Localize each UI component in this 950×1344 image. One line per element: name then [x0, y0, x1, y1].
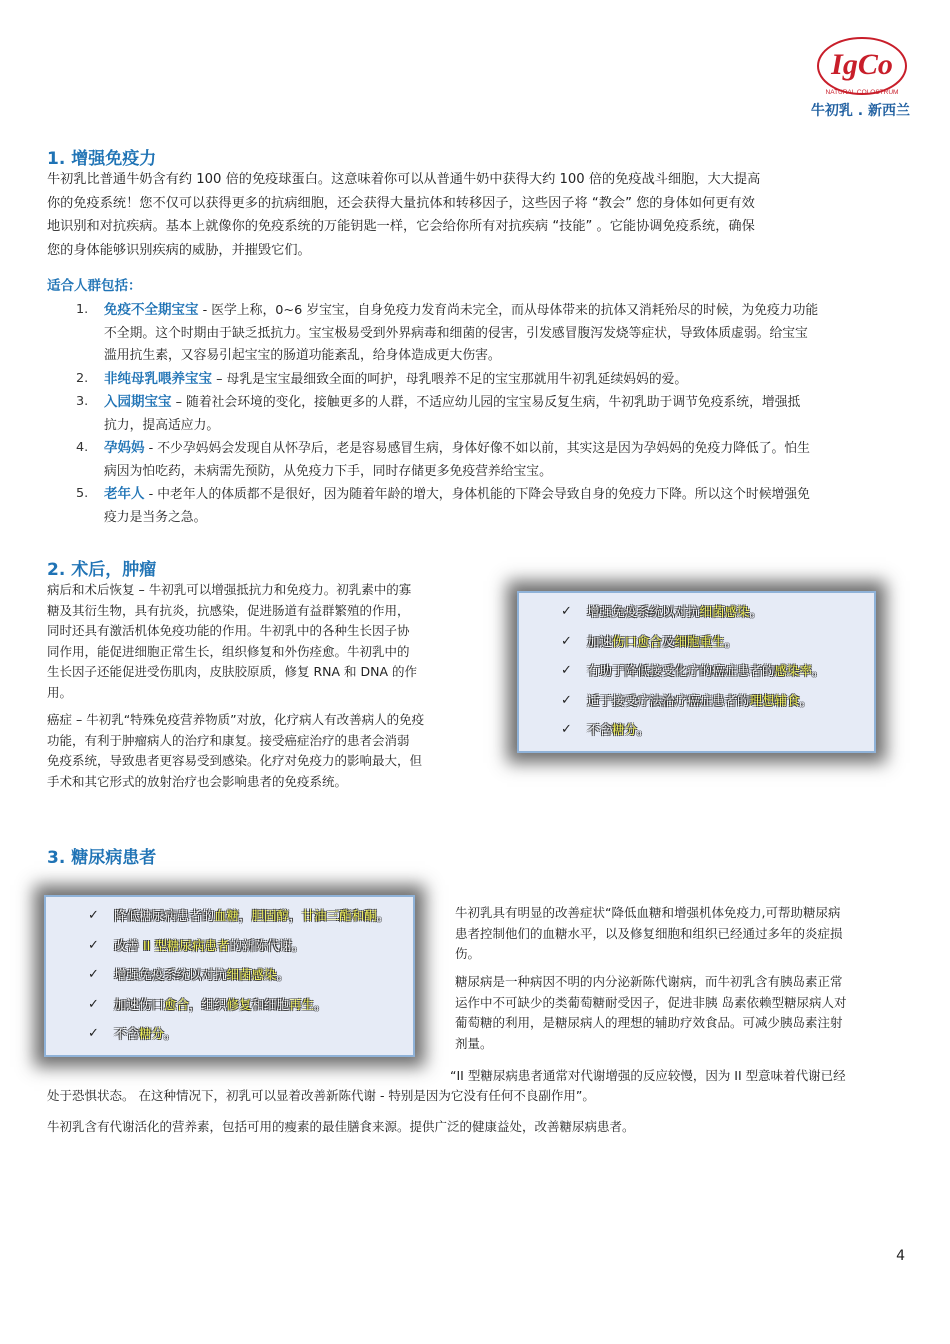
item-term: 老年人	[104, 486, 145, 502]
benefit-text: 改善	[114, 937, 143, 953]
highlight-text: 甘油三酯和酮	[301, 908, 377, 923]
benefit-item	[46, 1019, 413, 1049]
benefit-text: 。	[724, 633, 738, 649]
benefit-text: 。	[164, 1026, 177, 1041]
benefit-text: 不含	[114, 1026, 140, 1041]
checkmark-icon: ✓	[561, 604, 572, 619]
benefit-text: 。	[314, 996, 327, 1012]
page-number: 4	[896, 1248, 905, 1264]
para-line: 癌症 – 牛初乳“特殊免疫营养物质”对放，化疗病人有改善病人的免疫	[47, 712, 425, 727]
para-line: 运作中不可缺少的类葡萄糖耐受因子，促进非胰 岛素依赖型糖尿病人对	[455, 994, 847, 1010]
item-term: 孕妈妈	[104, 440, 145, 456]
checkmark-icon: ✓	[561, 692, 572, 708]
item-text: 抗力，提高适应力。	[104, 417, 220, 433]
logo-ring-text: NATURAL COLOSTRUM	[825, 89, 899, 96]
para-line: 糖及其衍生物，具有抗炎，抗感染，促进肠道有益群繁殖的作用，	[47, 602, 410, 618]
checkmark-icon: ✓	[88, 996, 99, 1012]
benefit-text: ，组织	[189, 996, 227, 1012]
benefit-text: 。	[276, 967, 290, 982]
benefit-text: 。	[637, 722, 650, 737]
suitable-list	[76, 299, 911, 529]
benefit-text: 的新陈代谢。	[229, 937, 305, 953]
item-number: 3.	[76, 394, 89, 409]
section2-title: 2. 术后，肿瘤	[47, 560, 157, 580]
item-text: 滥用抗生素，又容易引起宝宝的肠道功能紊乱，给身体造成更大伤害。	[104, 348, 501, 363]
tumor-benefits-list	[519, 593, 874, 745]
benefit-text: 有助于降低接受化疗的癌症患者的	[587, 663, 775, 678]
benefit-item	[519, 686, 874, 716]
list-item	[76, 437, 911, 483]
para-line: 地识别和对抗疾病。基本上就像你的免疫系统的万能钥匙一样，它会给你所有对抗疾病 “技能” 。它能协调免疫系统，确保	[47, 219, 755, 234]
highlight-text: 修复	[226, 996, 252, 1012]
highlight-text: 理想辅食	[749, 692, 800, 708]
item-text: - 不少孕妈妈会发现自从怀孕后，老是容易感冒生病，身体好像不如以前，其实这是因为孕妈妈的免疫力降低了。怕生	[148, 441, 810, 456]
benefit-item	[519, 627, 874, 657]
para-line: 功能，有利于肿瘤病人的治疗和康复。接受癌症治疗的患者会消弱	[47, 732, 410, 748]
diabetes-paragraph-2	[455, 972, 915, 1054]
benefit-text: 加速伤口	[114, 996, 165, 1012]
item-number: 1.	[76, 302, 89, 317]
quote-line-2: 处于恐惧状态。 在这种情况下，初乳可以显着改善新陈代谢 - 特别是因为它没有任何不良副作用”。	[47, 1088, 595, 1103]
item-text: 不全期。这个时期由于缺乏抵抗力。宝宝极易受到外界病毒和细菌的侵害，引发感冒腹泻发烧等症状，导致体质虚弱。给宝宝	[104, 325, 808, 341]
highlight-text: 细菌感染	[226, 967, 277, 982]
recovery-paragraph	[47, 580, 487, 703]
benefit-text: 及	[662, 633, 675, 649]
suitable-heading: 适合人群包括：	[47, 278, 142, 294]
item-number: 4.	[76, 440, 89, 455]
list-item	[76, 299, 911, 368]
para-line: 患者控制他们的血糖水平，以及修复细胞和组织已经通过多年的炎症损	[455, 925, 843, 941]
benefit-item	[519, 597, 874, 627]
benefit-text: 适于接受疗法治疗癌症患者的	[587, 692, 750, 708]
benefit-text: 。	[799, 692, 813, 708]
item-text: - 医学上称，0~6 岁宝宝，自身免疫力发育尚未完全，而从母体带来的抗体又消耗殆尽的时候，为免疫力功能	[202, 303, 819, 318]
para-line: 糖尿病是一种病因不明的内分泌新陈代谢病，而牛初乳含有胰岛素正常	[455, 974, 843, 989]
checkmark-icon: ✓	[88, 937, 99, 953]
closing-paragraph: 牛初乳含有代谢活化的营养素，包括可用的瘦素的最佳膳食来源。提供广泛的健康益处，改善糖尿病患者。	[47, 1119, 635, 1134]
para-line: 免疫系统，导致患者更容易受到感染。化疗对免疫力的影响最大，但	[47, 753, 423, 768]
item-number: 5.	[76, 486, 89, 501]
benefit-item	[519, 715, 874, 745]
para-line: 牛初乳比普通牛奶含有约 100 倍的免疫球蛋白。这意味着你可以从普通牛奶中获得大约 100 倍的免疫战斗细胞，大大提高	[47, 172, 761, 187]
benefit-item	[519, 656, 874, 686]
highlight-text: 细胞重生	[674, 633, 725, 649]
igco-logo	[812, 30, 912, 108]
checkmark-icon: ✓	[561, 663, 572, 678]
checkmark-icon: ✓	[561, 633, 572, 649]
benefit-text: 不含	[587, 722, 613, 737]
diabetes-paragraph-1	[455, 903, 915, 965]
benefit-text: 加速	[587, 633, 613, 649]
highlight-text: 胆固醇	[251, 908, 290, 923]
benefit-text: 降低糖尿病患者的	[114, 908, 215, 923]
para-line: 剂量。	[455, 1035, 493, 1051]
benefit-text: 。	[749, 604, 763, 619]
checkmark-icon: ✓	[88, 967, 99, 982]
section3-title: 3. 糖尿病患者	[47, 848, 157, 868]
benefit-item	[46, 990, 413, 1020]
highlight-text: 糖分	[139, 1026, 165, 1041]
benefit-text: 。	[812, 663, 825, 678]
cancer-paragraph	[47, 710, 487, 792]
benefit-text: ，	[239, 908, 252, 923]
benefit-text: 和细胞	[251, 996, 290, 1012]
para-line: 葡萄糖的利用，是糖尿病人的理想的辅助疗效食品。可减少胰岛素注射	[455, 1015, 843, 1030]
para-line: 您的身体能够识别疾病的威胁，并摧毁它们。	[47, 242, 311, 258]
benefit-text: ，	[289, 908, 302, 923]
item-term: 入园期宝宝	[104, 394, 172, 410]
section1-paragraph	[47, 168, 917, 262]
para-line: 手术和其它形式的放射治疗也会影响患者的免疫系统。	[47, 773, 348, 789]
item-term: 非纯母乳喂养宝宝	[104, 370, 212, 387]
para-line: 病后和术后恢复 – 牛初乳可以增强抵抗力和免疫力。初乳素中的寡	[47, 582, 412, 597]
diabetes-benefits-list	[46, 897, 413, 1049]
para-line: 用。	[47, 684, 73, 700]
item-text: 疫力是当务之急。	[104, 509, 207, 525]
benefit-item	[46, 931, 413, 961]
benefit-text: 增强免疫系统以对抗	[587, 604, 700, 619]
logo-text: IgCo	[831, 48, 893, 81]
diabetes-benefits-box	[44, 895, 415, 1057]
benefit-item	[46, 960, 413, 990]
benefit-text: 增强免疫系统以对抗	[114, 967, 227, 982]
item-text: – 母乳是宝宝最细致全面的呵护，母乳喂养不足的宝宝那就用牛初乳延续妈妈的爱。	[216, 371, 688, 387]
para-line: 同时还具有激活机体免疫功能的作用。牛初乳中的各种生长因子协	[47, 623, 410, 638]
highlight-text: 愈合	[164, 996, 190, 1012]
para-line: 你的免疫系统！您不仅可以获得更多的抗病细胞，还会获得大量抗体和转移因子，这些因子将 “教会” 您的身体如何更有效	[47, 195, 755, 211]
checkmark-icon: ✓	[561, 722, 572, 737]
benefit-text: 。	[376, 908, 390, 923]
highlight-text: 血糖	[214, 908, 240, 923]
item-text: – 随着社会环境的变化，接触更多的人群，不适应幼儿园的宝宝易反复生病，牛初乳助于调节免疫系统，增强抵	[175, 395, 801, 410]
item-term: 免疫不全期宝宝	[104, 302, 199, 318]
highlight-text: 再生	[289, 996, 315, 1012]
checkmark-icon: ✓	[88, 908, 99, 923]
benefit-item	[46, 901, 413, 931]
para-line: 生长因子还能促进受伤肌肉，皮肤胶原质，修复 RNA 和 DNA 的作	[47, 664, 418, 679]
brand-subtitle: 牛初乳 . 新西兰	[810, 103, 910, 119]
highlight-text: II 型糖尿病患者	[142, 937, 230, 953]
tumor-benefits-box	[517, 591, 876, 753]
para-line: 同作用，能促进细胞正常生长，组织修复和外伤痊愈。牛初乳中的	[47, 643, 410, 659]
para-line: 牛初乳具有明显的改善症状“降低血糖和增强机体免疫力,可帮助糖尿病	[455, 905, 841, 920]
item-text: 病因为怕吃药，未病需先预防，从免疫力下手，同时存储更多免疫营养给宝宝。	[104, 463, 552, 479]
quote-line-1: “II 型糖尿病患者通常对代谢增强的反应较慢，因为 II 型意味着代谢已经	[450, 1068, 846, 1083]
section1-title: 1. 增强免疫力	[47, 149, 157, 169]
item-text: - 中老年人的体质都不是很好，因为随着年龄的增大，身体机能的下降会导致自身的免疫力下降。所以这个时候增强免	[148, 487, 810, 502]
item-number: 2.	[76, 370, 89, 386]
highlight-text: 伤口愈合	[612, 633, 663, 649]
list-item	[76, 483, 911, 529]
para-line: 伤。	[455, 946, 481, 961]
checkmark-icon: ✓	[88, 1026, 99, 1041]
list-item	[76, 391, 911, 437]
highlight-text: 糖分	[612, 722, 638, 737]
list-item	[76, 368, 911, 392]
highlight-text: 细菌感染	[699, 604, 750, 619]
highlight-text: 感染率	[774, 663, 813, 678]
